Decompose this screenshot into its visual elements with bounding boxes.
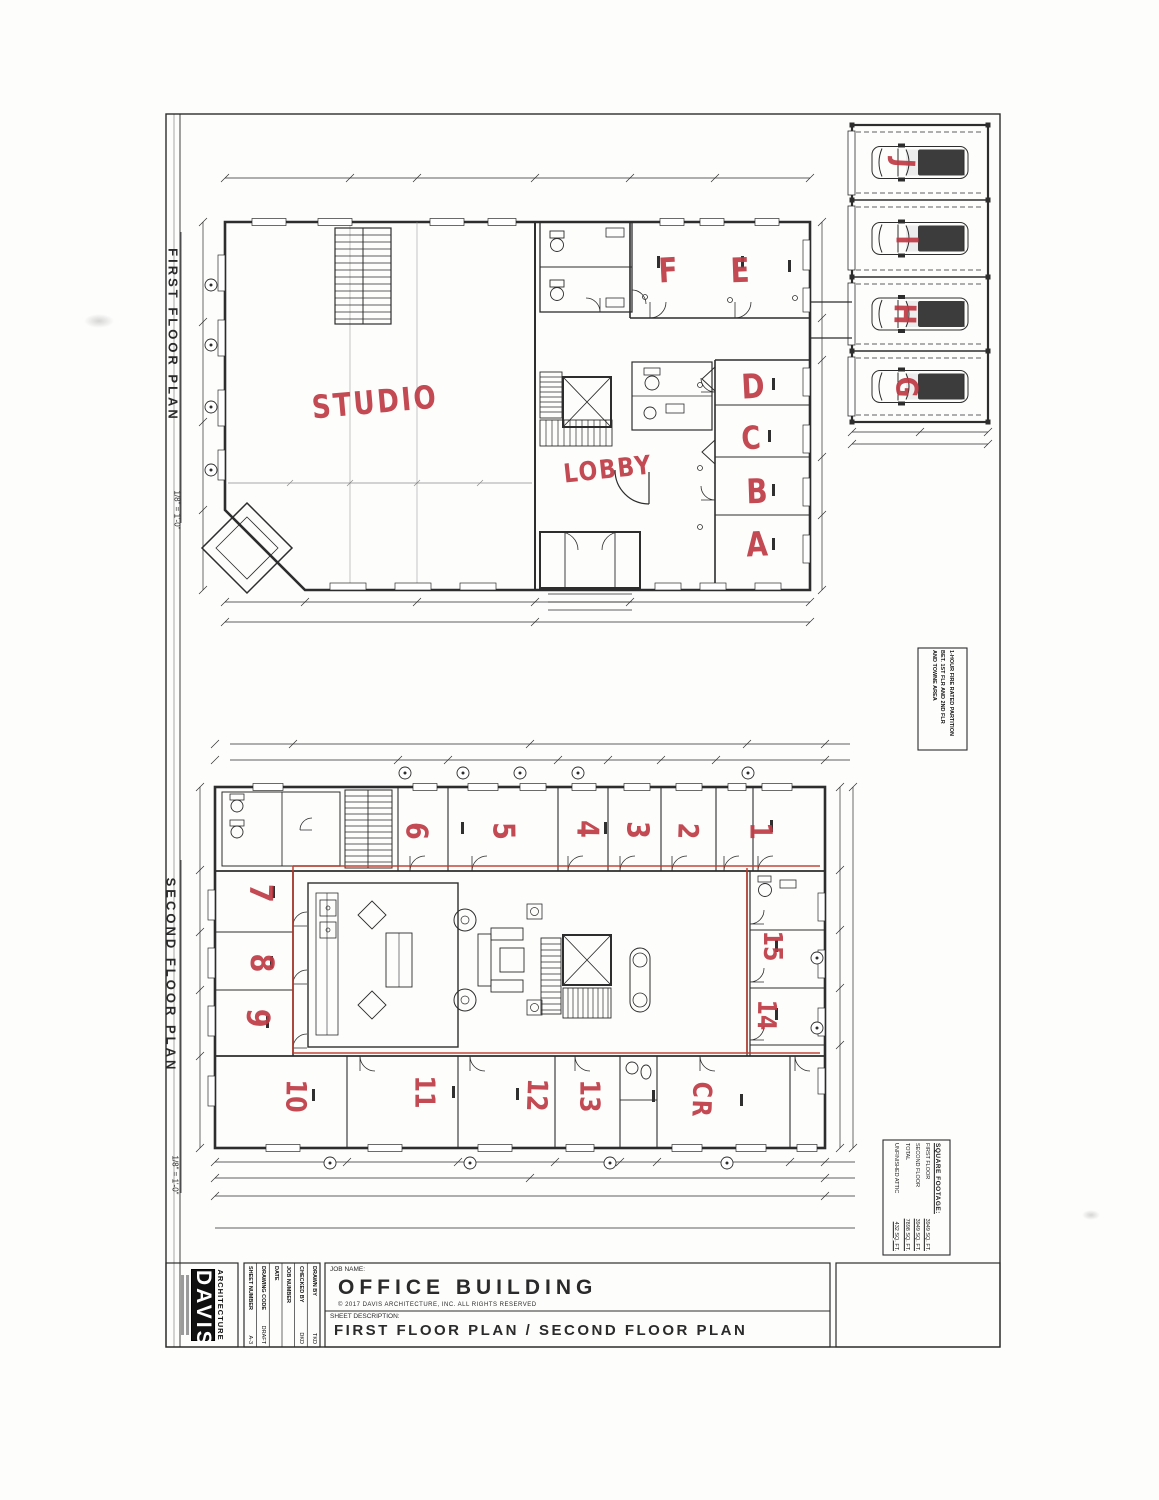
second-floor-plan <box>196 740 857 1228</box>
room-10: 10 <box>279 1079 313 1113</box>
garage-letter-J: J <box>885 157 921 169</box>
square-footage-table <box>891 1143 941 1251</box>
field-label: DATE <box>273 1266 279 1281</box>
sqft-value: 3949 SQ. FT. <box>923 1218 930 1251</box>
sqft-value: 7898 SQ. FT. <box>903 1218 910 1251</box>
fire-note-line1: 1-HOUR FIRE RATED PARTITION <box>947 650 954 736</box>
lobby-annotation: LOBBY <box>562 450 654 490</box>
conference-room-CR: CR <box>685 1081 717 1119</box>
room-6: 6 <box>398 821 434 841</box>
second-floor-lounge <box>454 904 542 1015</box>
logo-address-smudge <box>186 1275 189 1335</box>
first-floor-restroom-right <box>632 362 712 430</box>
office-letter-F: F <box>657 250 679 292</box>
second-floor-restrooms <box>222 792 340 866</box>
field-value: TKD <box>311 1333 317 1344</box>
job-name: OFFICE BUILDING <box>338 1276 598 1299</box>
room-9: 9 <box>238 1007 278 1029</box>
field-value: A-3 <box>247 1335 253 1344</box>
room-1: 1 <box>742 822 778 840</box>
sqft-label: SECOND FLOOR <box>913 1143 920 1188</box>
room-3: 3 <box>619 821 655 839</box>
scan-smudge <box>84 314 114 328</box>
office-letter-E: E <box>729 250 751 292</box>
field-label: CHECKED BY <box>298 1266 304 1303</box>
scan-smudge <box>1082 1210 1100 1220</box>
field-value: DRAFT <box>260 1325 266 1344</box>
field-drawn-by <box>311 1266 317 1344</box>
sqft-row-first-floor <box>922 1143 932 1251</box>
second-floor-wet-room <box>620 1056 657 1100</box>
first-floor-stair <box>335 228 391 324</box>
room-7: 7 <box>241 882 281 904</box>
architect-logo-name: DAVIS <box>192 1270 216 1348</box>
sqft-row-total <box>901 1143 911 1251</box>
sqft-value: 3949 SQ. FT. <box>913 1218 920 1251</box>
first-floor-plan-label: FIRST FLOOR PLAN <box>165 248 181 422</box>
field-sheet-number <box>247 1266 253 1344</box>
room-11: 11 <box>408 1075 442 1109</box>
sqft-row-second-floor <box>912 1143 922 1251</box>
first-floor-core-stair <box>540 372 612 446</box>
corridor-highlight-line <box>293 866 820 1053</box>
office-letter-C: C <box>740 418 762 458</box>
second-floor-right-wc <box>758 876 796 897</box>
field-checked-by <box>298 1266 304 1344</box>
fire-rating-note <box>929 650 955 748</box>
studio-annotation: STUDIO <box>310 377 440 427</box>
sqft-label: TOTAL <box>903 1143 910 1161</box>
architect-logo <box>179 1265 226 1348</box>
square-footage-title: SQUARE FOOTAGE: <box>933 1143 941 1214</box>
copyright-line: © 2017 DAVIS ARCHITECTURE, INC. ALL RIGHTS RESERVED <box>338 1302 537 1308</box>
second-floor-break-room <box>308 883 458 1047</box>
architect-logo-sub: ARCHITECTURE <box>216 1269 226 1341</box>
fire-note-line3: AND TOWNE AREA <box>930 650 937 701</box>
room-14: 14 <box>750 999 782 1031</box>
first-floor-porch <box>202 503 292 593</box>
second-floor-top-stair <box>345 790 392 868</box>
office-letter-D: D <box>740 366 766 408</box>
garage-letter-H: H <box>886 303 922 325</box>
sheet-description: FIRST FLOOR PLAN / SECOND FLOOR PLAN <box>334 1322 748 1339</box>
fire-note-line2: BET. 1ST FLR AND 2ND FLR <box>939 650 946 724</box>
first-floor-dimensions <box>199 174 826 626</box>
sqft-label: UNFINISHED ATTIC <box>893 1143 900 1194</box>
sqft-label: FIRST FLOOR <box>923 1143 930 1180</box>
second-floor-table <box>630 948 650 1012</box>
room-15: 15 <box>757 930 787 962</box>
sqft-value: 432 SQ. FT. <box>893 1221 900 1251</box>
first-floor-restrooms-top <box>540 222 632 312</box>
field-label: DRAWN BY <box>311 1266 317 1296</box>
first-floor-windows <box>218 219 810 591</box>
field-label: DRAWING CODE <box>260 1266 266 1310</box>
second-floor-elevator <box>563 935 611 985</box>
job-name-label: JOB NAME: <box>330 1266 366 1273</box>
room-8: 8 <box>243 953 281 973</box>
second-floor-plan-label: SECOND FLOOR PLAN <box>163 877 179 1073</box>
field-date <box>273 1266 279 1344</box>
second-floor-core-stair <box>541 938 611 1018</box>
field-label: JOB NUMBER <box>285 1266 291 1303</box>
room-13: 13 <box>573 1079 607 1113</box>
room-2: 2 <box>671 822 705 840</box>
field-job-number <box>285 1266 291 1344</box>
garage-letter-G: G <box>888 375 924 399</box>
first-floor-elevator <box>563 377 611 427</box>
second-floor-scale-label: 1/8" = 1'-0" <box>170 1155 180 1195</box>
first-floor-entry <box>540 532 640 610</box>
office-letter-B: B <box>745 471 769 513</box>
office-letter-A: A <box>745 524 769 566</box>
first-floor-plan <box>199 174 826 626</box>
garage-letter-I: I <box>888 235 924 245</box>
field-drawing-code <box>260 1266 266 1344</box>
room-12: 12 <box>519 1077 555 1113</box>
first-floor-scale-label: 1/8" = 1'-0" <box>172 490 182 530</box>
garage <box>810 123 992 449</box>
logo-address-smudge <box>181 1275 184 1335</box>
sqft-row-attic <box>891 1143 901 1251</box>
field-value: DKD <box>298 1332 304 1344</box>
room-4: 4 <box>569 819 605 839</box>
field-label: SHEET NUMBER <box>247 1266 253 1311</box>
sheet-description-label: SHEET DESCRIPTION: <box>330 1313 400 1320</box>
room-5: 5 <box>485 821 521 841</box>
